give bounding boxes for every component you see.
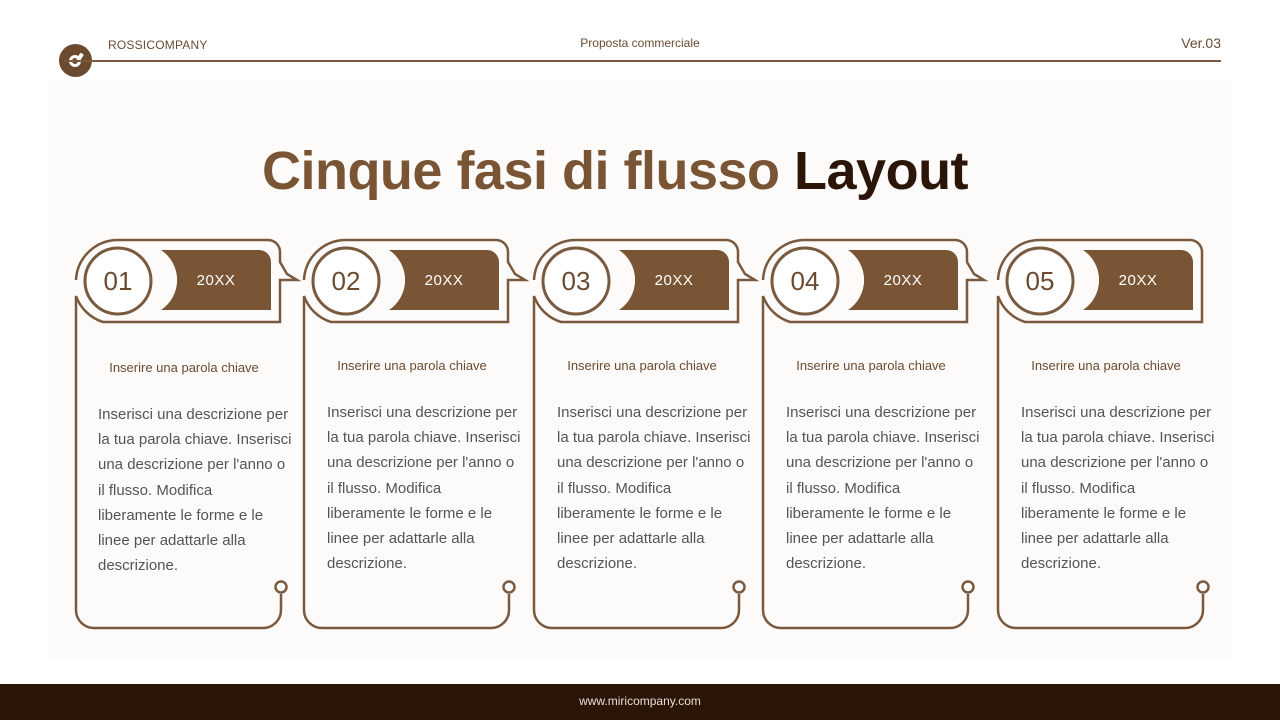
step-description: Inserisci una descrizione per la tua parola chiave. Inserisci una descrizione per l'anno o il flusso. Modifica liberamente le forme e le linee per adattarle alla descrizione. bbox=[98, 406, 292, 575]
page-title-main: Cinque fasi di flusso bbox=[261, 141, 780, 201]
step-keyword: Inserire una parola chiave bbox=[1031, 358, 1181, 373]
step-keyword: Inserire una parola chiave bbox=[109, 360, 259, 375]
flow-step-3 bbox=[533, 236, 759, 634]
header-subtitle: Proposta commerciale bbox=[580, 36, 700, 50]
step-number: 02 bbox=[331, 266, 361, 296]
step-keyword: Inserire una parola chiave bbox=[337, 358, 487, 373]
step-number: 04 bbox=[790, 266, 820, 296]
flow-step-5 bbox=[997, 236, 1223, 634]
step-description: Inserisci una descrizione per la tua parola chiave. Inserisci una descrizione per l'anno o il flusso. Modifica liberamente le forme e le linee per adattarle alla descrizione. bbox=[786, 404, 980, 573]
step-year: 20XX bbox=[196, 272, 236, 289]
page-title bbox=[0, 140, 1230, 202]
flow-step-2 bbox=[303, 236, 529, 634]
step-year: 20XX bbox=[424, 272, 464, 289]
step-year: 20XX bbox=[883, 272, 923, 289]
step-number: 01 bbox=[103, 266, 133, 296]
footer-bar bbox=[0, 684, 1280, 720]
header-divider bbox=[64, 60, 1221, 62]
step-number: 03 bbox=[561, 266, 591, 296]
step-keyword: Inserire una parola chiave bbox=[796, 358, 946, 373]
step-number: 05 bbox=[1025, 266, 1055, 296]
step-year: 20XX bbox=[654, 272, 694, 289]
flow-step-4 bbox=[762, 236, 988, 634]
flow-step-1 bbox=[75, 236, 301, 634]
step-year: 20XX bbox=[1118, 272, 1158, 289]
step-keyword: Inserire una parola chiave bbox=[567, 358, 717, 373]
step-description: Inserisci una descrizione per la tua parola chiave. Inserisci una descrizione per l'anno o il flusso. Modifica liberamente le forme e le linee per adattarle alla descrizione. bbox=[557, 404, 751, 573]
brand-name: ROSSICOMPANY bbox=[108, 38, 208, 52]
step-description: Inserisci una descrizione per la tua parola chiave. Inserisci una descrizione per l'anno o il flusso. Modifica liberamente le forme e le linee per adattarle alla descrizione. bbox=[327, 404, 521, 573]
version-label: Ver.03 bbox=[1181, 35, 1221, 51]
page-title-accent: Layout bbox=[794, 141, 969, 201]
footer-url: www.miricompany.com bbox=[579, 694, 701, 708]
step-description: Inserisci una descrizione per la tua parola chiave. Inserisci una descrizione per l'anno o il flusso. Modifica liberamente le forme e le linee per adattarle alla descrizione. bbox=[1021, 404, 1215, 573]
